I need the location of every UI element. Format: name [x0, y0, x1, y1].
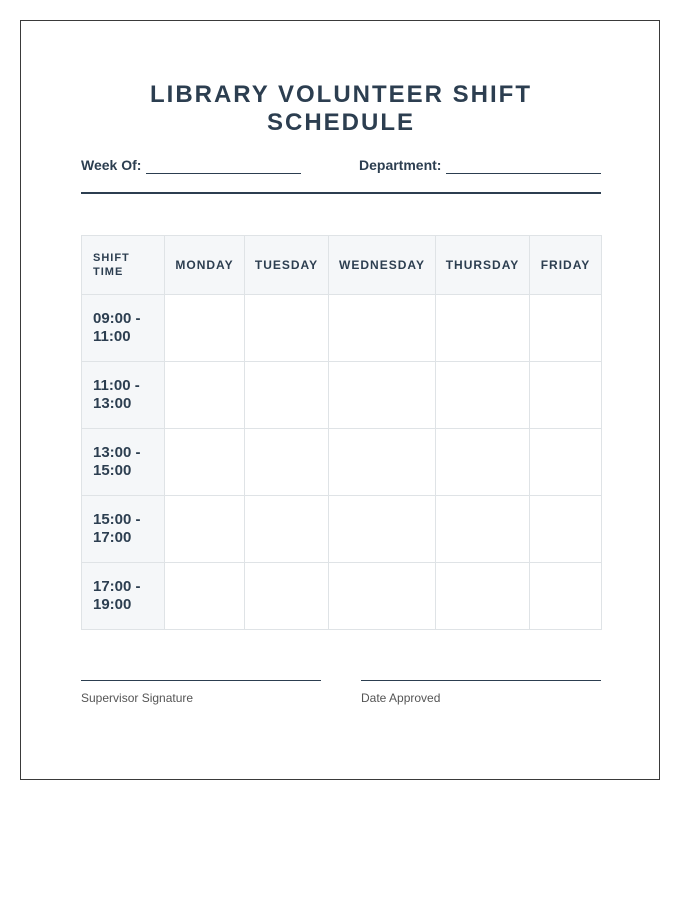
shift-cell-tuesday[interactable] — [245, 563, 329, 630]
day-header-tuesday: TUESDAY — [245, 236, 329, 295]
shift-cell-friday[interactable] — [530, 362, 602, 429]
table-row — [82, 563, 602, 630]
table-row — [82, 429, 602, 496]
day-header-wednesday: WEDNESDAY — [329, 236, 436, 295]
shift-cell-wednesday[interactable] — [329, 362, 436, 429]
shift-cell-monday[interactable] — [165, 429, 245, 496]
week-of-field[interactable] — [146, 173, 301, 174]
day-header-monday: MONDAY — [165, 236, 245, 295]
day-header-friday: FRIDAY — [530, 236, 602, 295]
table-row — [82, 496, 602, 563]
date-approved-label: Date Approved — [361, 691, 441, 705]
header-divider — [81, 192, 601, 194]
shift-schedule-table — [81, 235, 602, 630]
shift-cell-tuesday[interactable] — [245, 496, 329, 563]
shift-cell-thursday[interactable] — [436, 362, 530, 429]
shift-cell-friday[interactable] — [530, 563, 602, 630]
shift-cell-tuesday[interactable] — [245, 429, 329, 496]
time-slot-cell: 13:00 - 15:00 — [82, 429, 165, 496]
shift-cell-wednesday[interactable] — [329, 496, 436, 563]
shift-cell-thursday[interactable] — [436, 429, 530, 496]
date-approved-line[interactable] — [361, 680, 601, 681]
shift-time-header: SHIFT TIME — [82, 236, 165, 295]
shift-cell-thursday[interactable] — [436, 563, 530, 630]
supervisor-signature-line[interactable] — [81, 680, 321, 681]
shift-cell-monday[interactable] — [165, 295, 245, 362]
table-row — [82, 362, 602, 429]
supervisor-signature-label: Supervisor Signature — [81, 691, 194, 705]
day-header-thursday: THURSDAY — [436, 236, 530, 295]
shift-cell-monday[interactable] — [165, 563, 245, 630]
page-title: LIBRARY VOLUNTEER SHIFT SCHEDULE — [149, 81, 532, 136]
shift-cell-wednesday[interactable] — [329, 563, 436, 630]
shift-cell-tuesday[interactable] — [245, 295, 329, 362]
table-header-row — [82, 236, 602, 295]
shift-cell-thursday[interactable] — [436, 496, 530, 563]
shift-cell-monday[interactable] — [165, 362, 245, 429]
department-label: Department: — [359, 157, 442, 173]
shift-cell-friday[interactable] — [530, 295, 602, 362]
time-slot-cell: 09:00 - 11:00 — [82, 295, 165, 362]
shift-cell-thursday[interactable] — [436, 295, 530, 362]
time-slot-cell: 17:00 - 19:00 — [82, 563, 165, 630]
shift-cell-tuesday[interactable] — [245, 362, 329, 429]
week-of-label: Week Of: — [81, 157, 142, 173]
time-slot-cell: 15:00 - 17:00 — [82, 496, 165, 563]
shift-cell-monday[interactable] — [165, 496, 245, 563]
shift-cell-wednesday[interactable] — [329, 429, 436, 496]
shift-cell-friday[interactable] — [530, 429, 602, 496]
schedule-sheet — [20, 20, 660, 780]
shift-cell-wednesday[interactable] — [329, 295, 436, 362]
shift-cell-friday[interactable] — [530, 496, 602, 563]
department-field[interactable] — [446, 173, 601, 174]
time-slot-cell: 11:00 - 13:00 — [82, 362, 165, 429]
table-row — [82, 295, 602, 362]
